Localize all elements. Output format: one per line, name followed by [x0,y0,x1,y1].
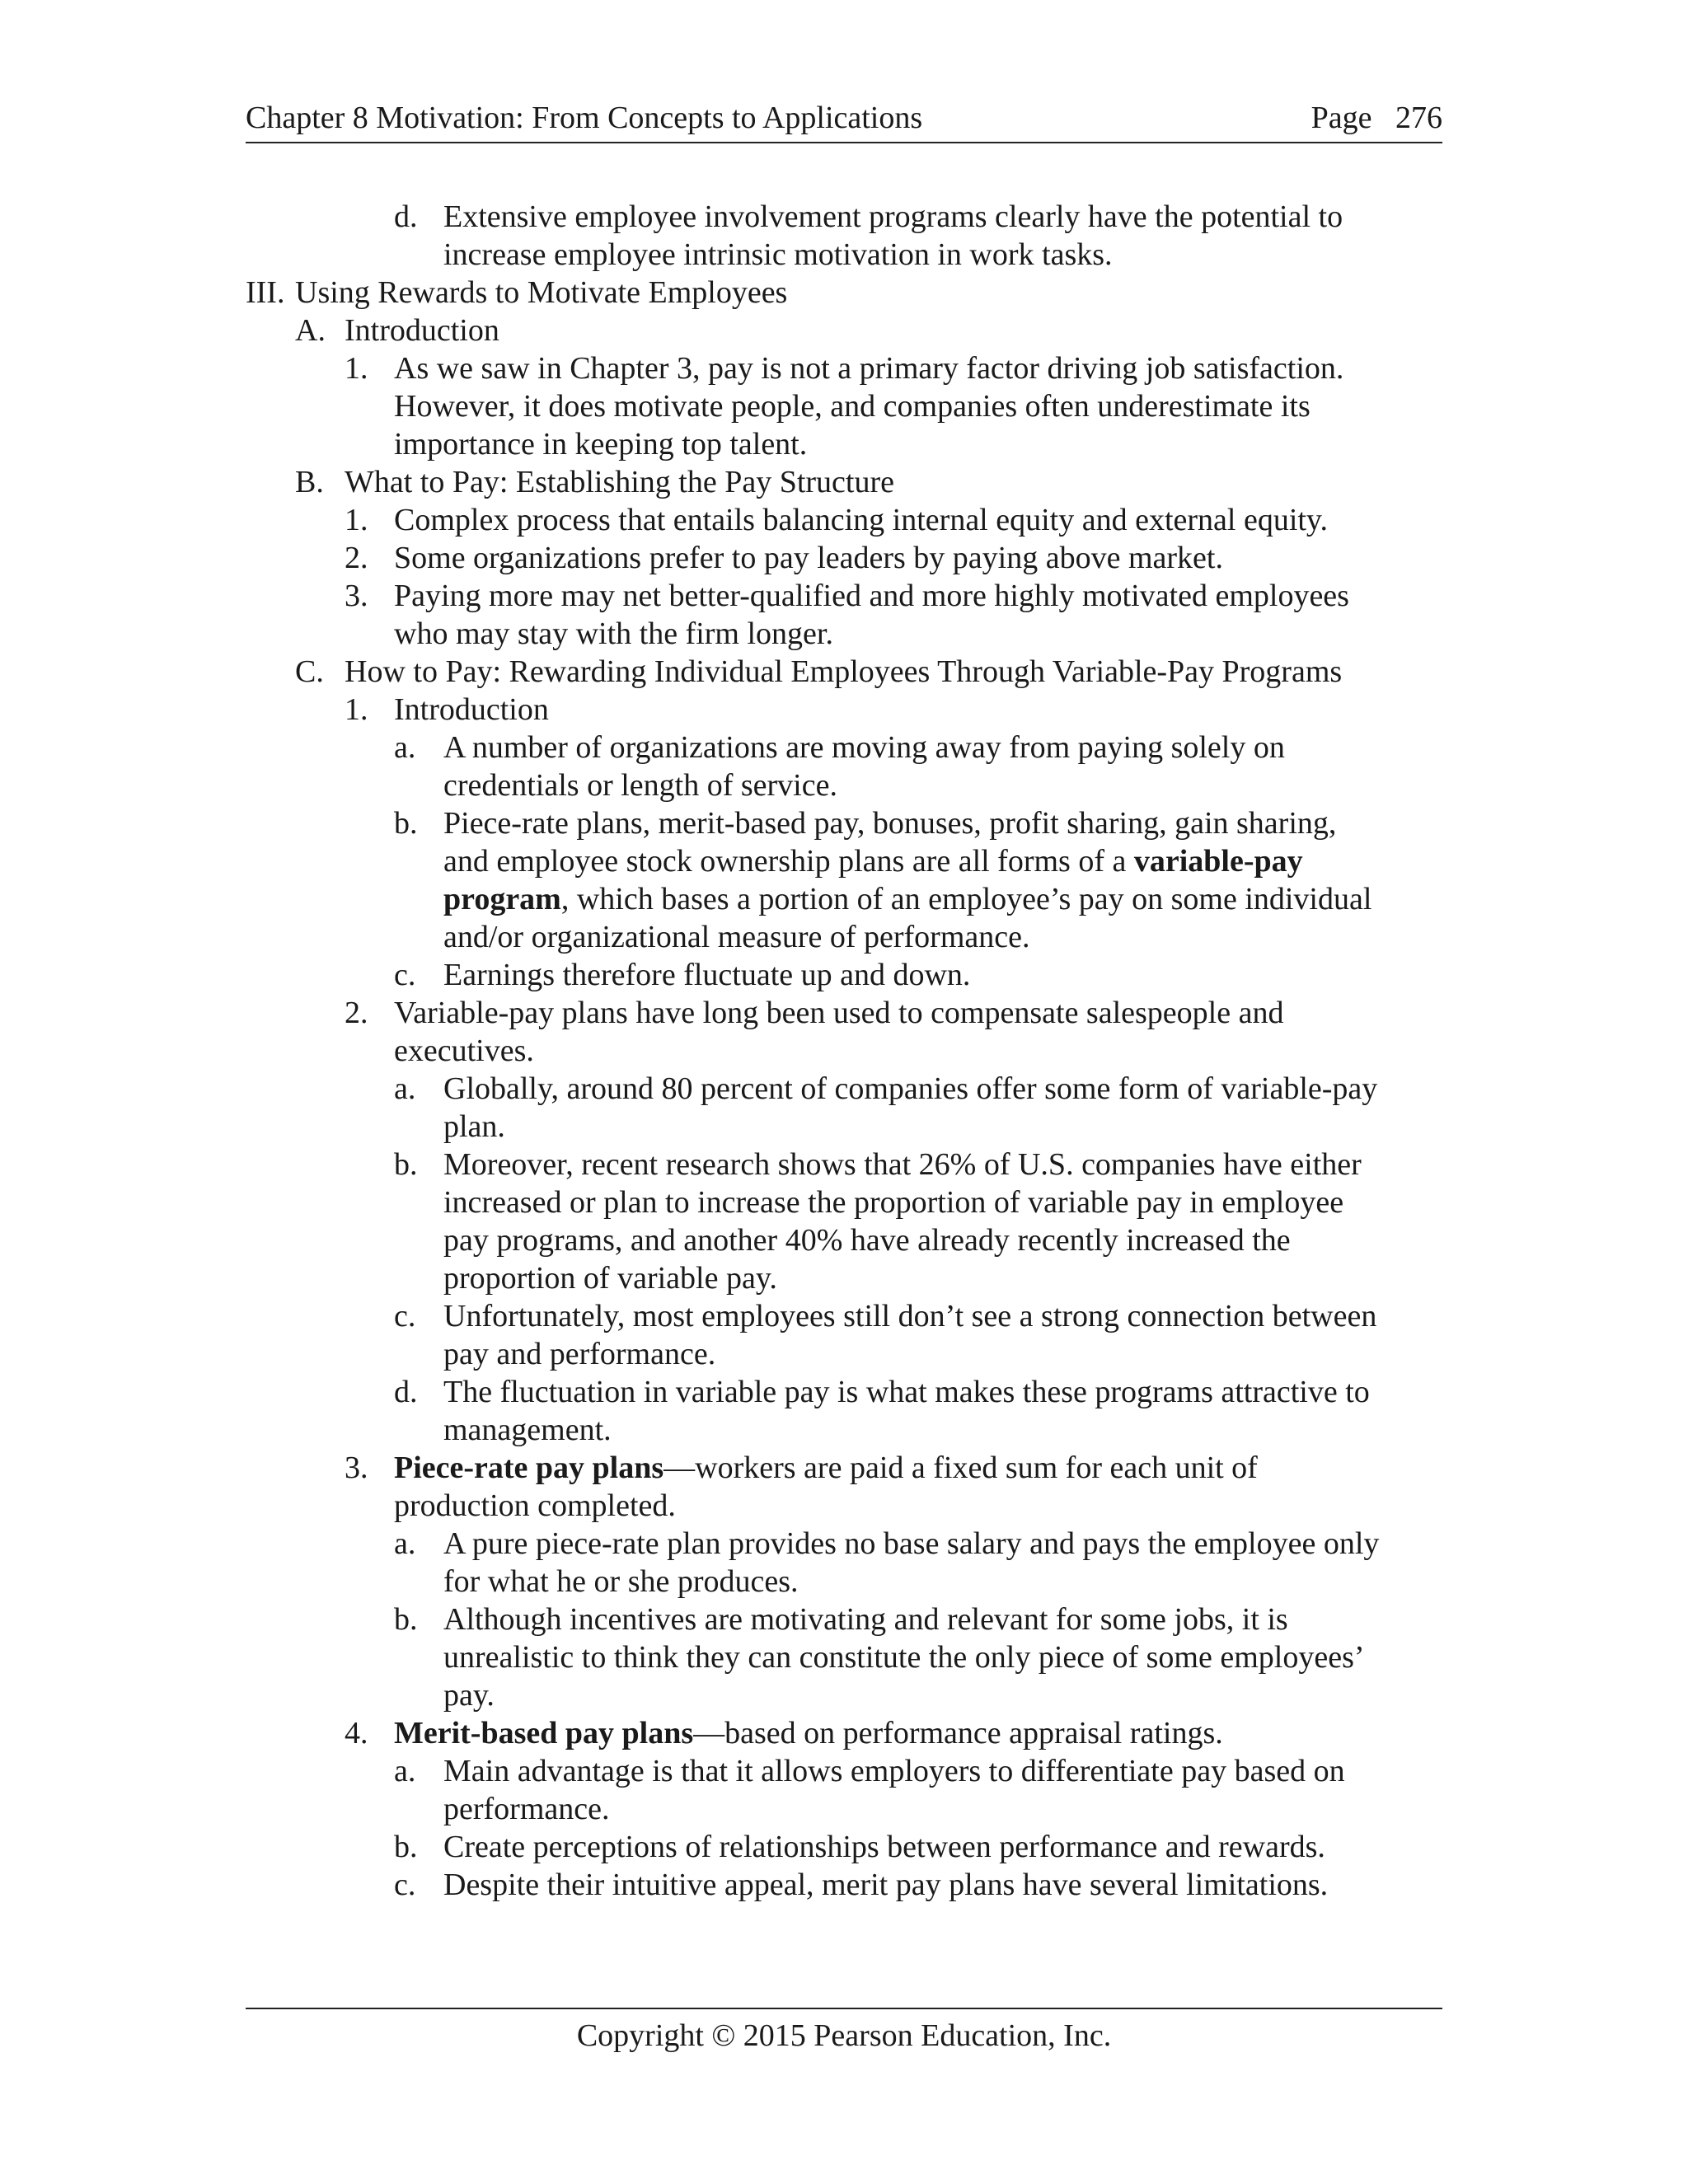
list-marker: a. [394,1754,416,1788]
list-item-text: and/or organizational measure of performance. [443,920,1030,954]
list-marker: c. [394,958,416,992]
list-marker: d. [394,199,418,234]
list-item-text: A pure piece-rate plan provides no base salary and pays the employee only [443,1526,1380,1561]
list-marker: 3. [345,1451,368,1485]
list-item-text: pay programs, and another 40% have already recently increased the [443,1223,1291,1258]
page-number: Page 276 [1311,101,1442,135]
list-item-text: However, it does motivate people, and companies often underestimate its [394,389,1311,424]
list-item-text: credentials or length of service. [443,768,837,803]
list-item-text: Extensive employee involvement programs clearly have the potential to [443,199,1343,234]
list-item-text: increase employee intrinsic motivation in work tasks. [443,237,1113,272]
list-item-text: management. [443,1413,612,1447]
copyright-footer: Copyright © 2015 Pearson Education, Inc. [576,2018,1112,2053]
subsection-heading: How to Pay: Rewarding Individual Employees Through Variable-Pay Programs [345,654,1343,689]
subsection-marker: C. [295,654,324,689]
list-item-text: Main advantage is that it allows employers to differentiate pay based on [443,1754,1345,1788]
list-item-text: Introduction [394,692,549,727]
list-marker: d. [394,1375,418,1409]
list-item-text: Globally, around 80 percent of companies offer some form of variable-pay [443,1071,1378,1106]
list-item-text: plan. [443,1109,505,1144]
list-item-text: who may stay with the firm longer. [394,616,833,651]
chapter-title: Chapter 8 Motivation: From Concepts to Applications [246,101,923,135]
list-item-text: The fluctuation in variable pay is what makes these programs attractive to [443,1375,1370,1409]
subsection-marker: A. [295,313,326,348]
list-marker: 1. [345,692,368,727]
list-marker: c. [394,1868,416,1902]
list-marker: b. [394,806,418,841]
list-item-text: performance. [443,1792,610,1826]
list-item-text: A number of organizations are moving away from paying solely on [443,730,1285,765]
list-item-text: Moreover, recent research shows that 26% of U.S. companies have either [443,1147,1362,1182]
list-marker: 3. [345,579,368,613]
text-run: —based on performance appraisal ratings. [693,1716,1223,1750]
list-item-text [394,1714,1223,1752]
text-run: and employee stock ownership plans are all forms of a [443,844,1134,879]
key-term: variable-pay [1133,844,1303,879]
list-item-text: pay and performance. [443,1337,716,1371]
list-item-text: proportion of variable pay. [443,1261,777,1296]
list-marker: b. [394,1147,418,1182]
list-marker: 2. [345,996,368,1030]
list-marker: a. [394,1526,416,1561]
list-marker: 1. [345,503,368,537]
list-item-text: production completed. [394,1488,676,1523]
text-run: , which bases a portion of an employee’s pay on some individual [560,882,1372,916]
list-item-text: As we saw in Chapter 3, pay is not a primary factor driving job satisfaction. [394,351,1344,386]
list-item-text: Create perceptions of relationships between performance and rewards. [443,1830,1325,1864]
list-item-text: Piece-rate plans, merit-based pay, bonuses, profit sharing, gain sharing, [443,806,1337,841]
list-item-text: Despite their intuitive appeal, merit pay plans have several limitations. [443,1868,1329,1902]
list-item-text: executives. [394,1033,534,1068]
list-marker: a. [394,730,416,765]
list-item-text: Unfortunately, most employees still don’t see a strong connection between [443,1299,1377,1333]
list-item-text [443,880,1372,918]
key-term: program [443,882,561,916]
subsection-marker: B. [295,465,324,499]
list-marker: c. [394,1299,416,1333]
list-item-text: Earnings therefore fluctuate up and down. [443,958,971,992]
footer-divider [246,2008,1442,2009]
list-item-text: pay. [443,1678,495,1713]
section-marker: III. [246,275,285,310]
list-item-text: importance in keeping top talent. [394,427,808,462]
list-item-text [394,1449,1258,1487]
key-term: Piece-rate pay plans [394,1451,664,1485]
list-marker: b. [394,1830,418,1864]
list-marker: 2. [345,541,368,575]
list-item-text: Although incentives are motivating and relevant for some jobs, it is [443,1602,1288,1637]
list-marker: b. [394,1602,418,1637]
list-item-text: for what he or she produces. [443,1564,799,1599]
list-item-text: Variable-pay plans have long been used to compensate salespeople and [394,996,1284,1030]
list-marker: 4. [345,1716,368,1750]
page-header [246,97,1442,143]
list-marker: 1. [345,351,368,386]
list-item-text: Paying more may net better-qualified and more highly motivated employees [394,579,1349,613]
text-run: —workers are paid a fixed sum for each unit of [663,1451,1258,1485]
list-item-text: increased or plan to increase the proportion of variable pay in employee [443,1185,1344,1220]
section-heading: Using Rewards to Motivate Employees [295,275,788,310]
list-item-text: Some organizations prefer to pay leaders by paying above market. [394,541,1223,575]
list-item-text: unrealistic to think they can constitute the only piece of some employees’ [443,1640,1365,1675]
list-item-text [443,842,1303,880]
subsection-heading: Introduction [345,313,499,348]
list-marker: a. [394,1071,416,1106]
key-term: Merit-based pay plans [394,1716,694,1750]
subsection-heading: What to Pay: Establishing the Pay Structure [345,465,895,499]
list-item-text: Complex process that entails balancing internal equity and external equity. [394,503,1328,537]
